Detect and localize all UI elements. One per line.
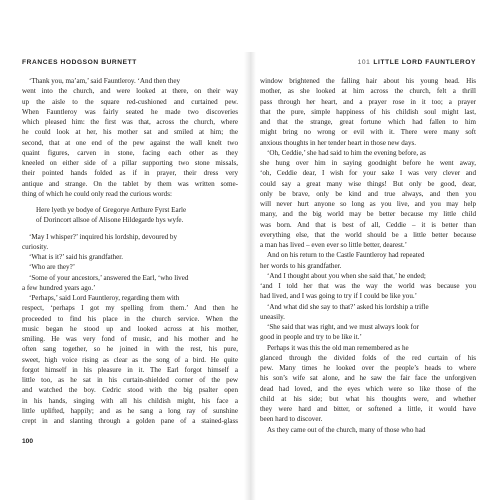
text-line: When Fauntleroy was fairly seated he made two discoveries	[22, 107, 238, 116]
text-line: went into the church, and were looked at there, on their way	[22, 87, 238, 96]
right-page-text	[260, 76, 476, 435]
text-line: up the aisle to the square red-cushioned and curtained pew.	[22, 97, 238, 106]
text-line: everything else, that the world should be a little better because	[260, 230, 476, 239]
text-line: antique and strange. On the tablet by them was written some-	[22, 179, 238, 188]
text-line: child at his side; but what his thoughts were, and whether	[260, 394, 476, 403]
text-line: could say a great many wise things! But only be good, dear,	[260, 179, 476, 188]
text-line: sweet, high voice rising as clear as the song of a bird. He quite	[22, 355, 238, 364]
text-line: many, and the big world may be better because my little child	[260, 210, 476, 219]
text-line: smiling. He was very fond of music, and his mother and he	[22, 335, 238, 343]
text-line: ‘May I whisper?’ inquired his lordship, devoured by	[29, 232, 178, 241]
text-line: that the pure, simple happiness of his childish soul might last,	[260, 107, 476, 116]
text-line: he could look at her, his mother sat and smiled at him; the	[22, 128, 238, 137]
text-line: ‘What is it?’ said his grandfather.	[29, 253, 124, 261]
text-line: window brightened the falling hair about his young head. His	[260, 77, 476, 85]
text-line: ‘And I thought about you when she said that,’ he ended;	[267, 271, 426, 280]
book-gutter	[244, 52, 256, 500]
text-line: proceeded to find his place in the church service. When the	[22, 314, 238, 323]
running-head-title-text: LITTLE LORD FAUNTLEROY	[373, 59, 476, 66]
text-line: will never hurt anyone so long as you live, and you may help	[260, 200, 476, 208]
inscription-line: Here lyeth ye bodye of Gregorye Arthure Fyrst Earle	[36, 206, 187, 214]
text-line: music began he stood up and looked across at his mother,	[22, 324, 238, 333]
running-head-author: FRANCES HODGSON BURNETT	[22, 59, 137, 66]
text-line: in his hands, singing with all his childish might, his face a	[22, 396, 238, 405]
text-line: crept in and slanting through a golden pane of a stained-glass	[22, 417, 238, 425]
page-number-right: 101	[357, 59, 371, 66]
text-line: good in people and try to be like it.’	[260, 333, 362, 342]
text-line: a few hundred years ago.’	[22, 283, 96, 292]
text-line: had lived, and I was going to try if I could be like you.’	[260, 292, 418, 301]
text-line: forgot himself in his pleasure in it. The Earl forgot himself a	[22, 365, 238, 374]
text-line: And on his return to the Castle Fauntleroy had repeated	[267, 251, 425, 260]
text-line: mother, as she looked at him across the church, felt a thrill	[260, 87, 476, 96]
text-line: respect, ‘perhaps I got my spelling from them.’ And then he	[22, 304, 238, 313]
text-line: only be brave, only be kind and true always, and then you	[260, 189, 476, 198]
text-line: curiosity.	[22, 242, 49, 251]
text-line: Perhaps it was this the old man remembered as he	[267, 343, 409, 352]
text-line: pew. Many times he looked over the people’s heads to where	[260, 364, 476, 372]
left-page	[22, 58, 238, 498]
text-line: they were hard and bitter, or softened a little, it would have	[260, 405, 476, 413]
text-line: ‘Thank you, ma’am,’ said Fauntleroy. ‘And then they	[29, 77, 181, 85]
inscription-line: of Dorincort allsoe of Alisone Hildegarde hys wyfe.	[36, 216, 184, 225]
text-line: their pointed hands folded as if in prayer, their dress very	[22, 169, 238, 178]
text-line: was born. And that is best of all, Ceddie – it is better than	[260, 220, 476, 229]
text-line: ‘She said that was right, and we must always look for	[267, 323, 419, 331]
text-line: As they came out of the church, many of those who had	[267, 425, 426, 434]
text-line: glanced through the divided folds of the red curtain of his	[260, 353, 476, 362]
text-line: uneasily.	[260, 312, 285, 321]
text-line: her words to his grandfather.	[260, 261, 342, 270]
text-line: anxious thoughts in her tender heart in those new days.	[260, 138, 417, 147]
text-line: dead had loved, and the eyes which were so like those of the	[260, 384, 476, 393]
text-line: which pleased him: the first was that, across the church, where	[22, 118, 238, 126]
text-line: ‘Perhaps,’ said Lord Fauntleroy, regarding them with	[29, 294, 180, 302]
text-line: pass through her heart, and a prayer rose in it too; a prayer	[260, 97, 476, 106]
text-line: second, that at one end of the pew against the wall knelt two	[22, 138, 238, 147]
text-line: she hung over him in saying goodnight before he went away,	[260, 159, 476, 167]
text-line: thing of which he could only read the curious words:	[22, 189, 172, 198]
text-line: quaint figures, carven in stone, facing each other as they	[22, 148, 238, 157]
text-line: ‘Who are they?’	[29, 263, 76, 272]
left-page-text	[22, 76, 238, 426]
text-line: little too, as he sat in his curtain-shielded corner of the pew	[22, 376, 238, 384]
text-line: ‘And what did she say to that?’ asked his lordship a trifle	[267, 302, 429, 311]
text-line: and watched the boy. Cedric stood with the big psalter open	[22, 386, 238, 395]
text-line: been hard to discover.	[260, 415, 323, 424]
running-head-title	[260, 58, 476, 68]
text-line: and that the strange, great fortune which had fallen to him	[260, 118, 476, 126]
text-line: ‘and I told her that was the way the world was because you	[260, 282, 476, 290]
right-page	[260, 58, 476, 498]
text-line: kneeled on either side of a pillar supporting two stone missals,	[22, 159, 238, 167]
text-line: ‘Oh, Ceddie,’ she had said to him the evening before, as	[267, 148, 426, 157]
page-number-left: 100	[22, 438, 34, 445]
text-line: ‘Some of your ancestors,’ answered the Earl, ‘who lived	[29, 273, 189, 282]
text-line: often sang together, so he joined in with the rest, his pure,	[22, 345, 238, 354]
text-line: ‘oh, Ceddie dear, I wish for your sake I was very clever and	[260, 169, 476, 178]
text-line: his son’s wife sat alone, and he saw the fair face the unforgiven	[260, 374, 476, 383]
text-line: a man has lived – even ever so little better, dearest.’	[260, 241, 408, 249]
text-line: might bring no wrong or evil with it. There were many soft	[260, 128, 476, 137]
text-line: little uplifted, happily; and as he sang a long ray of sunshine	[22, 406, 238, 415]
